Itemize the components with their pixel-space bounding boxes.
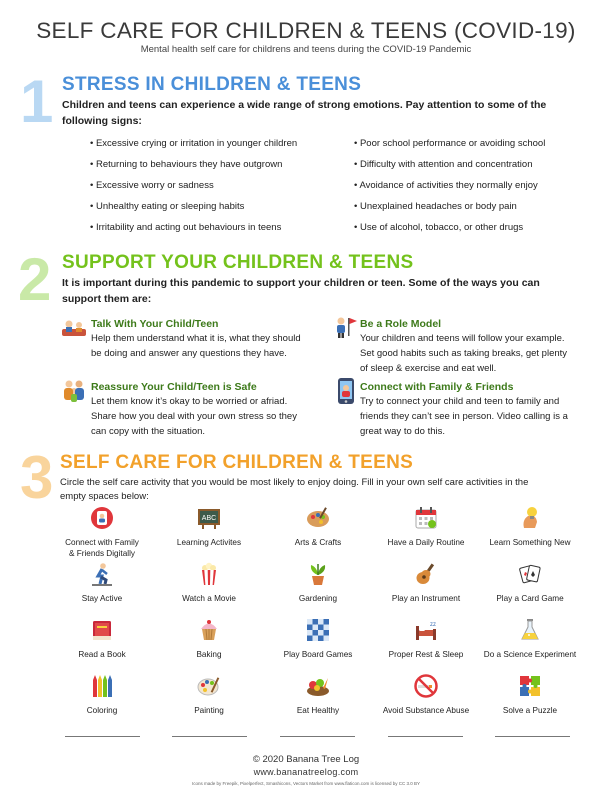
activity-label-line: Do a Science Experiment <box>483 650 577 659</box>
calendar-icon <box>414 506 438 530</box>
support-text: can copy with the situation. <box>91 426 206 437</box>
activity-label <box>52 705 152 716</box>
sign-bullet: • Avoidance of activities they normally enjoy <box>354 180 538 191</box>
activity-item[interactable] <box>159 674 259 716</box>
section-2-title: SUPPORT YOUR CHILDREN & TEENS <box>62 252 414 273</box>
activity-label-line: Read a Book <box>78 650 126 659</box>
activity-label <box>376 649 476 660</box>
support-text: Share how you deal with your own stress so they <box>91 411 297 422</box>
activity-label <box>376 593 476 604</box>
support-text: friends they can’t see in person. Video calling is a <box>360 411 568 422</box>
activity-item[interactable] <box>159 618 259 660</box>
activity-item[interactable] <box>268 562 368 604</box>
activity-label-line: Connect with Family <box>65 538 139 547</box>
sign-bullet: • Poor school performance or avoiding school <box>354 138 546 149</box>
svg-text:ABC: ABC <box>201 515 217 522</box>
family-hug-icon <box>62 379 86 403</box>
activity-item[interactable] <box>159 562 259 604</box>
sign-bullet: • Difficulty with attention and concentration <box>354 159 533 170</box>
sign-bullet: • Unhealthy eating or sleeping habits <box>90 201 245 212</box>
activity-label-line: Learn Something New <box>489 538 571 547</box>
fill-in-blank-line[interactable] <box>495 736 570 737</box>
fill-in-blank-line[interactable] <box>280 736 355 737</box>
activity-label <box>480 537 580 548</box>
role-model-flag-icon <box>334 316 358 338</box>
activity-label-line: Arts & Crafts <box>294 538 342 547</box>
potted-plant-icon <box>306 562 330 586</box>
vegetables-icon <box>306 674 330 698</box>
activity-label-line: Baking <box>196 650 222 659</box>
support-text: Set good habits such as taking breaks, get plenty <box>360 348 568 359</box>
activity-label <box>159 593 259 604</box>
running-person-icon <box>90 562 114 586</box>
cupcake-icon <box>197 618 221 642</box>
activity-label <box>52 649 152 660</box>
section-2-number: 2 <box>18 246 52 313</box>
support-text: great way to do this. <box>360 426 446 437</box>
activity-item[interactable] <box>480 562 580 604</box>
board-game-icon <box>306 618 330 642</box>
activity-label-line: Play a Card Game <box>496 594 564 603</box>
activity-item[interactable] <box>268 618 368 660</box>
sign-bullet: • Use of alcohol, tobacco, or other drugs <box>354 222 524 233</box>
activity-label-line: Proper Rest & Sleep <box>388 650 464 659</box>
playing-cards-icon <box>518 562 542 586</box>
activity-label <box>159 537 259 548</box>
guitar-icon <box>414 562 438 586</box>
activity-label <box>159 649 259 660</box>
activity-item[interactable] <box>268 506 368 548</box>
support-text: of sleep & exercise and eat well. <box>360 363 497 374</box>
activity-label-line: Learning Activites <box>176 538 242 547</box>
activity-item[interactable] <box>480 618 580 660</box>
section-1-title: STRESS IN CHILDREN & TEENS <box>62 74 362 95</box>
paint-palette-icon <box>306 506 330 530</box>
book-icon <box>90 618 114 642</box>
activity-label <box>376 705 476 716</box>
sign-bullet: • Excessive worry or sadness <box>90 180 214 191</box>
activity-item[interactable] <box>52 618 152 660</box>
activity-label <box>480 705 580 716</box>
support-heading: Be a Role Model <box>360 318 442 330</box>
activity-label-line: & Friends Digitally <box>69 549 135 558</box>
fill-in-blank-line[interactable] <box>65 736 140 737</box>
activity-label <box>268 705 368 716</box>
sign-bullet: • Unexplained headaches or body pain <box>354 201 517 212</box>
popcorn-icon <box>197 562 221 586</box>
activity-label <box>480 593 580 604</box>
activity-item[interactable] <box>480 506 580 548</box>
abc-chalkboard-icon <box>197 506 221 530</box>
fill-in-blank-line[interactable] <box>388 736 463 737</box>
phone-video-call-icon <box>90 506 114 530</box>
support-text: Let them know it’s okay to be worried or afriad. <box>91 396 288 407</box>
activity-label <box>376 537 476 548</box>
activity-label-line: Watch a Movie <box>182 594 236 603</box>
activity-label-line: Play an Instrument <box>391 594 461 603</box>
activity-label-line: Gardening <box>298 594 338 603</box>
activity-item[interactable] <box>52 674 152 716</box>
support-heading: Connect with Family & Friends <box>360 381 514 393</box>
puzzle-icon <box>518 674 542 698</box>
support-text: Help them understand what it is, what they should <box>91 333 301 344</box>
activity-item[interactable] <box>376 562 476 604</box>
sign-bullet: • Irritability and acting out behaviours in teens <box>90 222 282 233</box>
support-heading: Reassure Your Child/Teen is Safe <box>91 381 257 393</box>
video-call-phone-icon <box>336 378 356 404</box>
section-1-intro-line1: Children and teens can experience a wide range of strong emotions. Pay attention to some of the <box>62 99 547 111</box>
footer-icon-credits: Icons made by Freepik, Pixelperfect, Smashicons, Vectors Market from www.flaticon.com is licensed by CC 3.0 BY <box>191 781 421 786</box>
footer-copyright: © 2020 Banana Tree Log <box>252 754 360 765</box>
activity-item[interactable] <box>376 674 476 716</box>
flask-icon <box>518 618 542 642</box>
section-3-intro-line2: empty spaces below: <box>60 491 149 502</box>
fill-in-blank-line[interactable] <box>172 736 247 737</box>
sign-bullet: • Returning to behaviours they have outgrown <box>90 159 283 170</box>
activity-item[interactable] <box>376 618 476 660</box>
activity-item[interactable] <box>376 506 476 548</box>
activity-label-line: Play Board Games <box>283 650 353 659</box>
activity-item[interactable] <box>268 674 368 716</box>
bed-icon <box>414 618 438 642</box>
section-3-number: 3 <box>20 444 54 511</box>
activity-label-line: Have a Daily Routine <box>387 538 465 547</box>
activity-label <box>268 537 368 548</box>
support-text: be doing and answer any questions they have. <box>91 348 287 359</box>
activity-label-line: Stay Active <box>81 594 123 603</box>
section-2-intro-line1: It is important during this pandemic to support your children or teen. Some of the ways you can <box>62 277 540 289</box>
activity-item[interactable] <box>159 506 259 548</box>
activity-label-line: Solve a Puzzle <box>502 706 558 715</box>
activity-item[interactable] <box>52 562 152 604</box>
activity-label-line: Avoid Substance Abuse <box>382 706 470 715</box>
svg-text:zz: zz <box>430 622 436 628</box>
no-smoking-icon <box>414 674 438 698</box>
activity-item[interactable] <box>52 506 152 559</box>
page-title: SELF CARE FOR CHILDREN & TEENS (COVID-19) <box>36 18 576 43</box>
activity-label <box>52 537 152 559</box>
section-1-intro-line2: following signs: <box>62 115 142 127</box>
support-text: Your children and teens will follow your example. <box>360 333 565 344</box>
crayons-icon <box>90 674 114 698</box>
section-1-number: 1 <box>20 68 54 135</box>
activity-label <box>268 649 368 660</box>
sign-bullet: • Excessive crying or irritation in younger children <box>90 138 298 149</box>
activity-label <box>268 593 368 604</box>
activity-label-line: Coloring <box>86 706 118 715</box>
support-text: Try to connect your child and teen to family and <box>360 396 560 407</box>
support-heading: Talk With Your Child/Teen <box>91 318 219 330</box>
section-2-intro-line2: support them are: <box>62 293 152 305</box>
activity-label <box>159 705 259 716</box>
footer-website[interactable]: www.bananatreelog.com <box>253 767 359 777</box>
paint-tubes-icon <box>197 674 221 698</box>
activity-item[interactable] <box>480 674 580 716</box>
section-3-intro-line1: Circle the self care activity that you would be most likely to enjoy doing. Fill in your own self care activities in the <box>60 477 529 488</box>
activity-label-line: Painting <box>194 706 224 715</box>
section-3-title: SELF CARE FOR CHILDREN & TEENS <box>60 452 414 473</box>
activity-label-line: Eat Healthy <box>296 706 340 715</box>
parent-child-talk-icon <box>62 318 86 338</box>
activity-label <box>52 593 152 604</box>
lightbulb-head-icon <box>518 506 542 530</box>
activity-label <box>480 649 580 660</box>
page-subtitle: Mental health self care for childrens and teens during the COVID-19 Pandemic <box>140 44 472 55</box>
